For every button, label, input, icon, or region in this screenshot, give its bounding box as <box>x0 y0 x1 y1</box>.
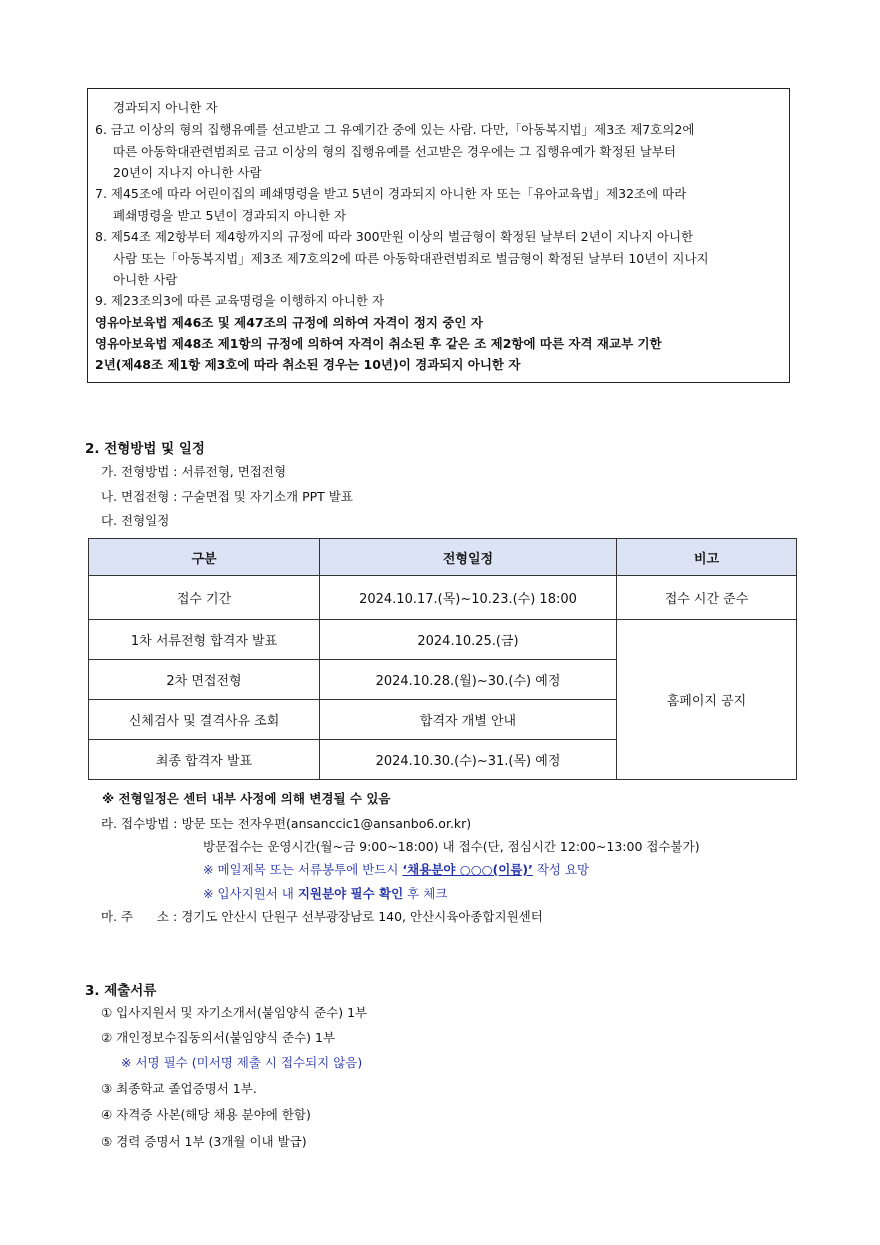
item-cell: 신체검사 및 결격사유 조회 <box>89 700 320 740</box>
field-check-note <box>203 885 447 903</box>
box-line: 아니한 사람 <box>113 272 178 287</box>
box-line: 7. 제45조에 따라 어린이집의 폐쇄명령을 받고 5년이 경과되지 아니한 자 또는「유아교육법」제32조에 따라 <box>95 186 687 201</box>
box-bold-line: 영유아보육법 제48조 제1항의 규정에 의하여 자격이 취소된 후 같은 조 제2항에 따른 자격 재교부 기한 <box>95 336 662 351</box>
box-line: 9. 제23조의3에 따른 교육명령을 이행하지 아니한 자 <box>95 293 385 308</box>
interview-line: 나. 면접전형 : 구술면접 및 자기소개 PPT 발표 <box>101 489 353 504</box>
doc-item: ⑤ 경력 증명서 1부 (3개월 이내 발급) <box>101 1134 307 1149</box>
schedule-label: 다. 전형일정 <box>101 513 170 528</box>
box-line: 사람 또는「아동복지법」제3조 제7호의2에 따른 아동학대관련범죄로 벌금형이 확정된 날부터 10년이 지나지 <box>113 251 709 266</box>
item-cell: 접수 기간 <box>89 576 320 620</box>
schedule-table <box>88 538 797 780</box>
note-text: 작성 요망 <box>532 862 590 877</box>
item-cell: 최종 합격자 발표 <box>89 740 320 780</box>
date-cell: 2024.10.17.(목)~10.23.(수) 18:00 <box>320 576 617 620</box>
table-row <box>89 576 797 620</box>
doc-item: ① 입사지원서 및 자기소개서(붙임양식 준수) 1부 <box>101 1005 368 1020</box>
item-cell: 1차 서류전형 합격자 발표 <box>89 620 320 660</box>
application-method: 라. 접수방법 : 방문 또는 전자우편(ansanccic1@ansanbo6.or.kr) <box>101 816 472 831</box>
signature-note: ※ 서명 필수 (미서명 제출 시 접수되지 않음) <box>121 1055 363 1070</box>
note-text: ※ 입사지원서 내 <box>203 886 298 901</box>
address-line: 마. 주 소 : 경기도 안산시 단원구 선부광장남로 140, 안산시육아종합지원센터 <box>101 909 543 924</box>
box-line: 8. 제54조 제2항부터 제4항까지의 규정에 따라 300만원 이상의 벌금형이 확정된 날부터 2년이 지나지 아니한 <box>95 229 694 244</box>
date-cell: 2024.10.25.(금) <box>320 620 617 660</box>
box-line: 6. 금고 이상의 형의 집행유예를 선고받고 그 유예기간 중에 있는 사람. 다만,「아동복지법」제3조 제7호의2에 <box>95 122 695 137</box>
table-header-row <box>89 539 797 576</box>
note-emphasis: ‘채용분야 ○○○(이름)’ <box>402 862 533 877</box>
merged-note-cell: 홈페이지 공지 <box>617 620 797 780</box>
box-line: 경과되지 아니한 자 <box>113 100 218 115</box>
table-row <box>89 620 797 660</box>
date-cell: 2024.10.30.(수)~31.(목) 예정 <box>320 740 617 780</box>
box-bold-line: 2년(제48조 제1항 제3호에 따라 취소된 경우는 10년)이 경과되지 아니한 자 <box>95 357 521 372</box>
visit-info: 방문접수는 운영시간(월~금 9:00~18:00) 내 접수(단, 점심시간 12:00~13:00 접수불가) <box>203 839 700 854</box>
note-emphasis: 지원분야 필수 확인 <box>297 886 404 901</box>
box-line: 20년이 지나지 아니한 사람 <box>113 165 262 180</box>
item-cell: 2차 면접전형 <box>89 660 320 700</box>
schedule-notice: ※ 전형일정은 센터 내부 사정에 의해 변경될 수 있음 <box>102 791 391 806</box>
doc-item: ④ 자격증 사본(해당 채용 분야에 한함) <box>101 1107 311 1122</box>
note-text: ※ 메일제목 또는 서류봉투에 반드시 <box>203 862 403 877</box>
box-line: 따른 아동학대관련범죄로 금고 이상의 형의 집행유예를 선고받은 경우에는 그 집행유예가 확정된 날부터 <box>113 144 676 159</box>
header-cell: 비고 <box>617 539 797 576</box>
method-line: 가. 전형방법 : 서류전형, 면접전형 <box>101 464 287 479</box>
note-text: 후 체크 <box>403 886 448 901</box>
section-3-title: 3. 제출서류 <box>85 983 157 999</box>
doc-item: ③ 최종학교 졸업증명서 1부. <box>101 1081 257 1096</box>
section-2-title: 2. 전형방법 및 일정 <box>85 441 205 457</box>
date-cell: 합격자 개별 안내 <box>320 700 617 740</box>
date-cell: 2024.10.28.(월)~30.(수) 예정 <box>320 660 617 700</box>
box-bold-line: 영유아보육법 제46조 및 제47조의 규정에 의하여 자격이 정지 중인 자 <box>95 315 483 330</box>
doc-item: ② 개인정보수집동의서(붙임양식 준수) 1부 <box>101 1030 336 1045</box>
mail-title-note <box>203 861 589 879</box>
header-cell: 전형일정 <box>320 539 617 576</box>
header-cell: 구분 <box>89 539 320 576</box>
box-line: 폐쇄명령을 받고 5년이 경과되지 아니한 자 <box>113 208 347 223</box>
note-cell: 접수 시간 준수 <box>617 576 797 620</box>
